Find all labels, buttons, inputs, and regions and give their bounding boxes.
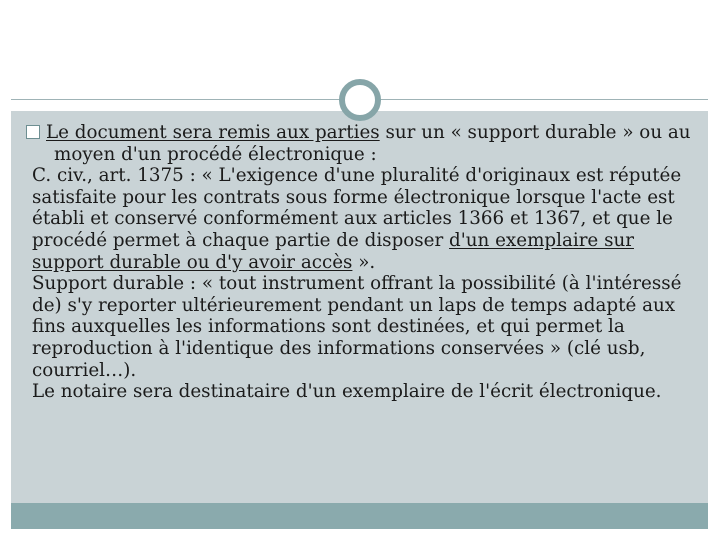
paragraph-civil-code-underlined: d'un exemplaire sur support durable ou d'y avoir accès [32,229,634,273]
bullet-text-underlined: Le document sera remis aux parties [46,122,380,143]
decorative-circle [339,79,381,121]
paragraph-support-durable: Support durable : « tout instrument offrant la possibilité (à l'intéressé de) s'y reporter ultérieurement pendant un laps de temps adapté aux fins auxquelles les informations sont destinées, et qui permet la reproduction à l'identique des informations conservées » (clé usb, courriel…). [32,273,682,381]
footer-bar [11,503,708,529]
paragraph-civil-code-text: C. civ., art. 1375 : « L'exigence d'une pluralité d'originaux est réputée satisfaite pour les contrats sous forme électronique lorsque l'acte est établi et conservé conformément aux articles 1366 et 1367, et que le procédé permet à chaque partie de disposer [32,165,682,251]
bullet-text: sur un « support durable » ou au moyen d'un procédé électronique : [54,122,691,165]
paragraph-civil-code [32,165,692,273]
slide-body-text [32,122,692,403]
paragraph-civil-code-end: ». [352,251,376,273]
paragraph-notaire: Le notaire sera destinataire d'un exemplaire de l'écrit électronique. [32,381,662,403]
bullet-paragraph [46,122,692,165]
bullet-box-icon [26,125,40,139]
